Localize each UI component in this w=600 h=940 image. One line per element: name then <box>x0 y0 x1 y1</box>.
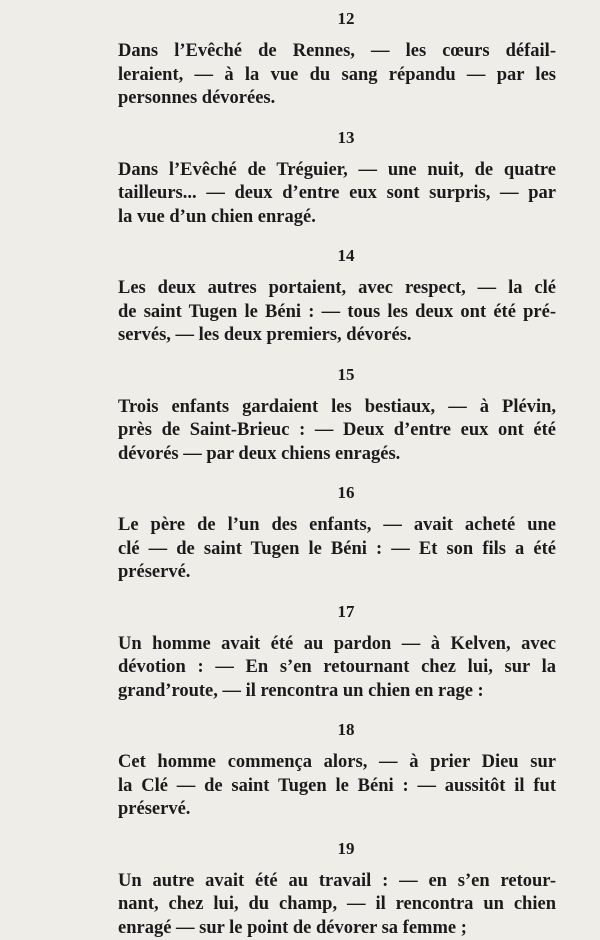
stanza-number: 15 <box>118 364 556 386</box>
text-line: préservé. <box>118 798 556 822</box>
text-line: Un autre avait été au travail : — en s’en retour- <box>118 870 556 894</box>
text-line: Dans l’Evêché de Tréguier, — une nuit, de quatre <box>118 159 556 183</box>
text-line: Un homme avait été au pardon — à Kelven, avec <box>118 633 556 657</box>
stanza-number: 13 <box>118 127 556 149</box>
stanza-text <box>118 40 556 111</box>
text-line: clé — de saint Tugen le Béni : — Et son fils a été <box>118 538 556 562</box>
text-line: Cet homme commença alors, — à prier Dieu sur <box>118 751 556 775</box>
stanza-12 <box>118 8 556 111</box>
text-line: dévotion : — En s’en retournant chez lui, sur la <box>118 656 556 680</box>
stanza-19 <box>118 838 556 940</box>
stanza-13 <box>118 127 556 230</box>
text-line: tailleurs... — deux d’entre eux sont surpris, — par <box>118 182 556 206</box>
text-line: servés, — les deux premiers, dévorés. <box>118 324 556 348</box>
text-line: de saint Tugen le Béni : — tous les deux ont été pré- <box>118 301 556 325</box>
stanza-text <box>118 514 556 585</box>
stanza-14 <box>118 245 556 348</box>
stanza-number: 17 <box>118 601 556 623</box>
stanza-number: 18 <box>118 719 556 741</box>
stanza-18 <box>118 719 556 822</box>
text-line: nant, chez lui, du champ, — il rencontra un chien <box>118 893 556 917</box>
stanza-15 <box>118 364 556 467</box>
stanza-text <box>118 159 556 230</box>
text-line: Le père de l’un des enfants, — avait acheté une <box>118 514 556 538</box>
text-line: la Clé — de saint Tugen le Béni : — aussitôt il fut <box>118 775 556 799</box>
stanza-text <box>118 396 556 467</box>
stanza-number: 14 <box>118 245 556 267</box>
stanza-text <box>118 751 556 822</box>
text-line: Trois enfants gardaient les bestiaux, — à Plévin, <box>118 396 556 420</box>
text-line: la vue d’un chien enragé. <box>118 206 556 230</box>
stanza-number: 19 <box>118 838 556 860</box>
text-line: grand’route, — il rencontra un chien en rage : <box>118 680 556 704</box>
stanza-text <box>118 870 556 940</box>
text-line: Les deux autres portaient, avec respect, — la clé <box>118 277 556 301</box>
stanza-number: 16 <box>118 482 556 504</box>
stanza-number: 12 <box>118 8 556 30</box>
text-line: leraient, — à la vue du sang répandu — par les <box>118 64 556 88</box>
stanza-text <box>118 633 556 704</box>
text-line: Dans l’Evêché de Rennes, — les cœurs défail- <box>118 40 556 64</box>
text-line: enragé — sur le point de dévorer sa femme ; <box>118 917 556 940</box>
stanza-16 <box>118 482 556 585</box>
text-line: personnes dévorées. <box>118 87 556 111</box>
text-line: préservé. <box>118 561 556 585</box>
stanza-17 <box>118 601 556 704</box>
stanza-text <box>118 277 556 348</box>
text-line: près de Saint-Brieuc : — Deux d’entre eux ont été <box>118 419 556 443</box>
text-line: dévorés — par deux chiens enragés. <box>118 443 556 467</box>
